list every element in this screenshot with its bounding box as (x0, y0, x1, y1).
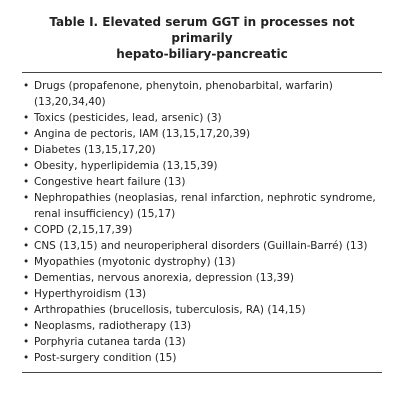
bullet: • (23, 320, 30, 332)
list-item (22, 78, 382, 110)
bullet: • (23, 128, 30, 140)
bottom-rule (22, 372, 382, 373)
list-item (22, 126, 382, 142)
list-item (22, 334, 382, 350)
list-item (22, 158, 382, 174)
bullet: • (23, 144, 30, 156)
bullet: • (23, 304, 30, 316)
conditions-list (22, 73, 382, 372)
bullet: • (23, 112, 30, 124)
list-item (22, 350, 382, 366)
list-item-text: Neoplasms, radiotherapy (13) (34, 320, 192, 332)
list-item-text: Myopathies (myotonic dystrophy) (13) (34, 256, 236, 268)
bullet: • (23, 192, 30, 204)
table-title (22, 14, 382, 62)
list-item (22, 190, 382, 222)
list-item-text: Congestive heart failure (13) (34, 176, 186, 188)
bullet: • (23, 176, 30, 188)
list-item-text: Hyperthyroidism (13) (34, 288, 147, 300)
list-item-text: Arthropathies (brucellosis, tuberculosis, RA) (14,15) (34, 304, 306, 316)
bullet: • (23, 240, 30, 252)
bullet: • (23, 256, 30, 268)
bullet: • (23, 160, 30, 172)
list-item-text: Dementias, nervous anorexia, depression (13,39) (34, 272, 295, 284)
list-item-text: Angina de pectoris, IAM (13,15,17,20,39) (34, 128, 251, 140)
list-item (22, 254, 382, 270)
list-item-text: Obesity, hyperlipidemia (13,15,39) (34, 160, 218, 172)
list-item (22, 302, 382, 318)
list-item (22, 222, 382, 238)
list-item (22, 238, 382, 254)
table-title-line-2: hepato-biliary-pancreatic (116, 47, 288, 61)
list-item-text: Diabetes (13,15,17,20) (34, 144, 156, 156)
list-item (22, 270, 382, 286)
list-item (22, 142, 382, 158)
bullet: • (23, 352, 30, 364)
list-item (22, 286, 382, 302)
list-item-text: COPD (2,15,17,39) (34, 224, 133, 236)
list-item (22, 110, 382, 126)
list-item-text: Drugs (propafenone, phenytoin, phenobarbital, warfarin) (13,20,34,40) (34, 80, 333, 108)
table-figure (22, 14, 382, 373)
bullet: • (23, 272, 30, 284)
table-title-line-1: Table I. Elevated serum GGT in processes not primarily (49, 15, 355, 45)
list-item-text: Porphyria cutanea tarda (13) (34, 336, 186, 348)
list-item-text: Toxics (pesticides, lead, arsenic) (3) (34, 112, 222, 124)
list-item-text: Nephropathies (neoplasias, renal infarction, nephrotic syndrome, renal insufficiency) (15,17) (34, 192, 376, 220)
list-item (22, 318, 382, 334)
list-item (22, 174, 382, 190)
list-item-text: CNS (13,15) and neuroperipheral disorders (Guillain-Barré) (13) (34, 240, 368, 252)
bullet: • (23, 224, 30, 236)
list-item-text: Post-surgery condition (15) (34, 352, 177, 364)
bullet: • (23, 288, 30, 300)
bullet: • (23, 336, 30, 348)
bullet: • (23, 80, 30, 92)
